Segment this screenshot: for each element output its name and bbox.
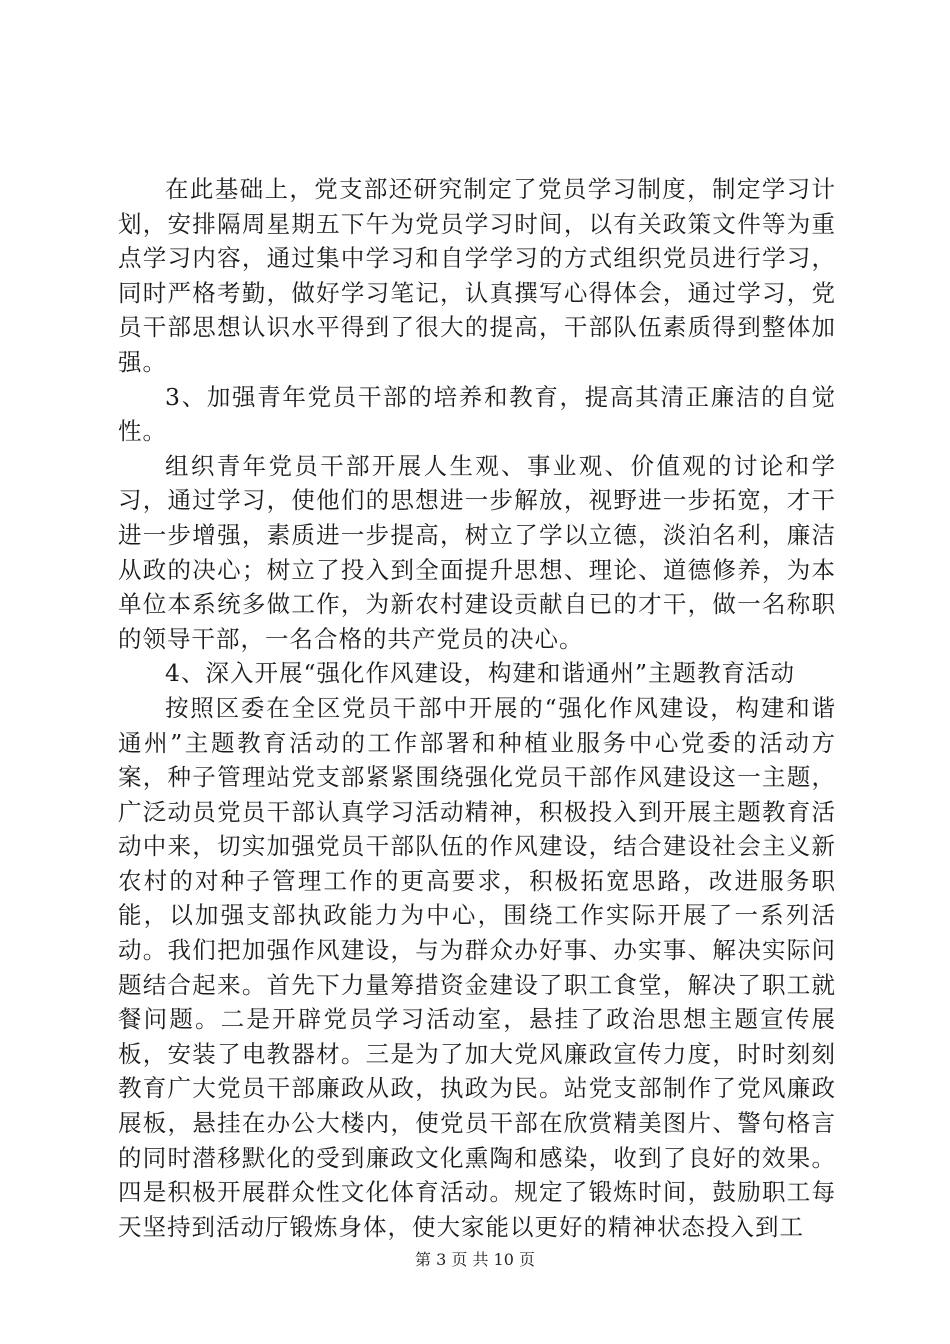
paragraph-theme-activity: 按照区委在全区党员干部中开展的“强化作风建设，构建和谐通州”主题教育活动的工作部署和种植业服务中心党委的活动方案，种子管理站党支部紧紧围绕强化党员干部作风建设这一主题，广泛动员党员干部认真学习活动精神，积极投入到开展主题教育活动中来，切实加强党员干部队伍的作风建设，结合建设社会主义新农村的对种子管理工作的更高要求，积极拓宽思路，改进服务职能，以加强支部执政能力为中心，围绕工作实际开展了一系列活动。我们把加强作风建设，与为群众办好事、办实事、解决实际问题结合起来。首先下力量筹措资金建设了职工食堂，解决了职工就餐问题。二是开辟党员学习活动室，悬挂了政治思想主题宣传展板，安装了电教器材。三是为了加大党风廉政宣传力度，时时刻刻教育广大党员干部廉政从政，执政为民。站党支部制作了党风廉政展板，悬挂在办公大楼内，使党员干部在欣赏精美图片、警句格言的同时潜移默化的受到廉政文化熏陶和感染，收到了良好的效果。四是积极开展群众性文化体育活动。规定了锻炼时间，鼓励职工每天坚持到活动厅锻炼身体，使大家能以更好的精神状态投入到工 xyxy=(118,693,836,1241)
document-body xyxy=(118,172,836,1244)
paragraph-youth-education: 组织青年党员干部开展人生观、事业观、价值观的讨论和学习，通过学习，使他们的思想进一步解放，视野进一步拓宽，才干进一步增强，素质进一步提高，树立了学以立德，淡泊名利，廉洁从政的决心；树立了投入到全面提升思想、理论、道德修养，为本单位本系统多做工作，为新农村建设贡献自已的才干，做一名称职的领导干部，一名合格的共产党员的决心。 xyxy=(118,451,836,653)
page-footer: 第 3 页 共 10 页 xyxy=(415,1250,535,1269)
paragraph-study-system: 在此基础上，党支部还研究制定了党员学习制度，制定学习计划，安排隔周星期五下午为党员学习时间，以有关政策文件等为重点学习内容，通过集中学习和自学学习的方式组织党员进行学习，同时严格考勤，做好学习笔记，认真撰写心得体会，通过学习，党员干部思想认识水平得到了很大的提高，干部队伍素质得到整体加强。 xyxy=(118,175,836,376)
section-heading-3: 3、加强青年党员干部的培养和教育，提高其清正廉洁的自觉性。 xyxy=(118,382,836,446)
section-heading-4: 4、深入开展“强化作风建设，构建和谐通州”主题教育活动 xyxy=(165,659,795,688)
